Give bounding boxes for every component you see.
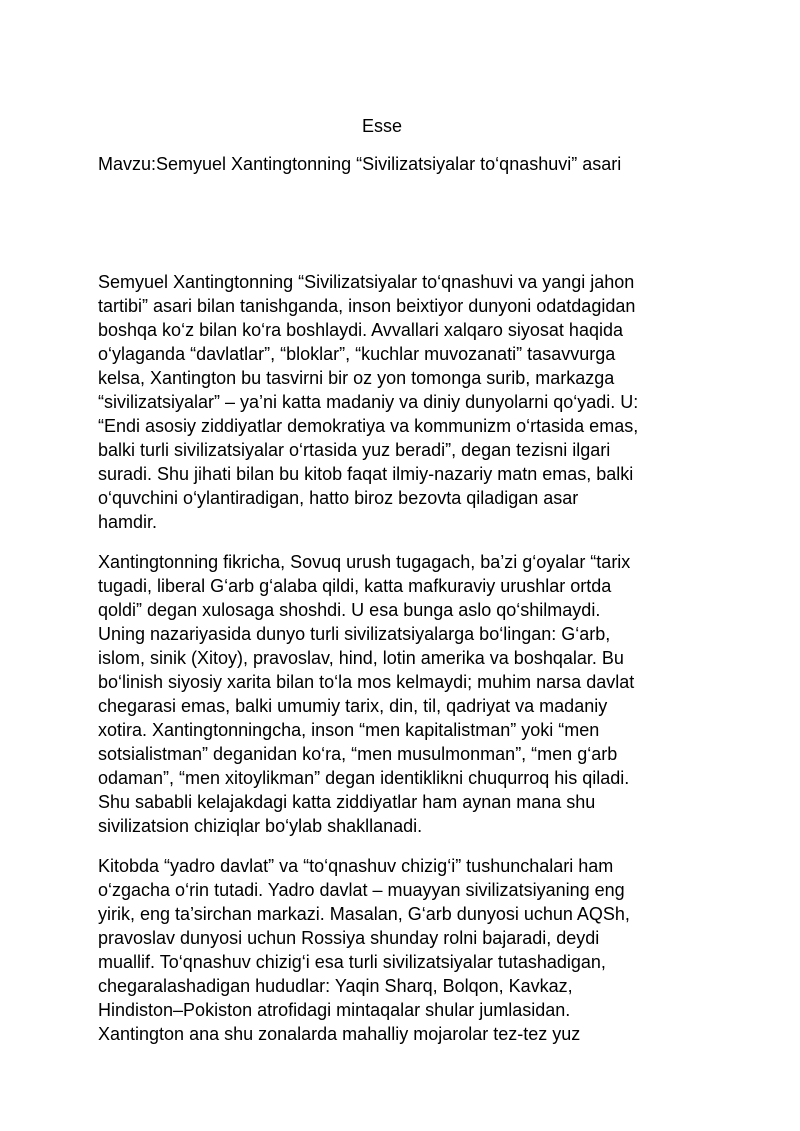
document-subtitle: Mavzu:Semyuel Xantingtonning “Sivilizatsiyalar to‘qnashuvi” asari — [98, 154, 622, 174]
text-line: kelsa, Xantington bu tasvirni bir oz yon tomonga surib, markazga — [98, 368, 615, 388]
text-line: “Endi asosiy ziddiyatlar demokratiya va kommunizm o‘rtasida emas, — [98, 416, 639, 436]
text-line: sivilizatsion chiziqlar bo‘ylab shakllanadi. — [98, 816, 423, 836]
text-line: boshqa ko‘z bilan ko‘ra boshlaydi. Avvallari xalqaro siyosat haqida — [98, 320, 623, 340]
text-line: “sivilizatsiyalar” – ya’ni katta madaniy va diniy dunyolarni qo‘yadi. U: — [98, 392, 639, 412]
text-line: islom, sinik (Xitoy), pravoslav, hind, lotin amerika va boshqalar. Bu — [98, 648, 624, 668]
text-line: bo‘linish siyosiy xarita bilan to‘la mos kelmaydi; muhim narsa davlat — [98, 672, 635, 692]
text-line: o‘quvchini o‘ylantiradigan, hatto biroz bezovta qiladigan asar — [98, 488, 579, 508]
text-line: o‘zgacha o‘rin tutadi. Yadro davlat – muayyan sivilizatsiyaning eng — [98, 880, 625, 900]
text-line: suradi. Shu jihati bilan bu kitob faqat ilmiy-nazariy matn emas, balki — [98, 464, 634, 484]
text-line: tugadi, liberal G‘arb g‘alaba qildi, katta mafkuraviy urushlar ortda — [98, 576, 612, 596]
text-line: Uning nazariyasida dunyo turli sivilizatsiyalarga bo‘lingan: G‘arb, — [98, 624, 611, 644]
paragraph-1 — [98, 270, 718, 534]
document-body — [98, 270, 718, 1062]
text-line: Semyuel Xantingtonning “Sivilizatsiyalar to‘qnashuvi va yangi jahon — [98, 272, 635, 292]
text-line: Kitobda “yadro davlat” va “to‘qnashuv chizig‘i” tushunchalari ham — [98, 856, 614, 876]
text-line: Xantington ana shu zonalarda mahalliy mojarolar tez-tez yuz — [98, 1024, 581, 1044]
text-line: qoldi” degan xulosaga shoshdi. U esa bunga aslo qo‘shilmaydi. — [98, 600, 601, 620]
text-line: pravoslav dunyosi uchun Rossiya shunday rolni bajaradi, deydi — [98, 928, 600, 948]
text-line: chegarasi emas, balki umumiy tarix, din, til, qadriyat va madaniy — [98, 696, 608, 716]
text-line: muallif. To‘qnashuv chizig‘i esa turli sivilizatsiyalar tutashadigan, — [98, 952, 606, 972]
text-line: xotira. Xantingtonningcha, inson “men kapitalistman” yoki “men — [98, 720, 600, 740]
text-line: odaman”, “men xitoylikman” degan identiklikni chuqurroq his qiladi. — [98, 768, 630, 788]
text-line: sotsialistman” deganidan ko‘ra, “men musulmonman”, “men g‘arb — [98, 744, 618, 764]
text-line: tartibi” asari bilan tanishganda, inson beixtiyor dunyoni odatdagidan — [98, 296, 636, 316]
text-line: Xantingtonning fikricha, Sovuq urush tugagach, ba’zi g‘oyalar “tarix — [98, 552, 631, 572]
text-line: Shu sababli kelajakdagi katta ziddiyatlar ham aynan mana shu — [98, 792, 596, 812]
text-line: hamdir. — [98, 512, 158, 532]
text-line: balki turli sivilizatsiyalar o‘rtasida yuz beradi”, degan tezisni ilgari — [98, 440, 611, 460]
document-title: Esse — [361, 116, 403, 136]
paragraph-3 — [98, 854, 718, 1046]
text-line: o‘ylaganda “davlatlar”, “bloklar”, “kuchlar muvozanati” tasavvurga — [98, 344, 616, 364]
text-line: chegaralashadigan hududlar: Yaqin Sharq, Bolqon, Kavkaz, — [98, 976, 573, 996]
text-line: Hindiston–Pokiston atrofidagi mintaqalar shular jumlasidan. — [98, 1000, 571, 1020]
paragraph-2 — [98, 550, 718, 838]
text-line: yirik, eng ta’sirchan markazi. Masalan, G‘arb dunyosi uchun AQSh, — [98, 904, 630, 924]
